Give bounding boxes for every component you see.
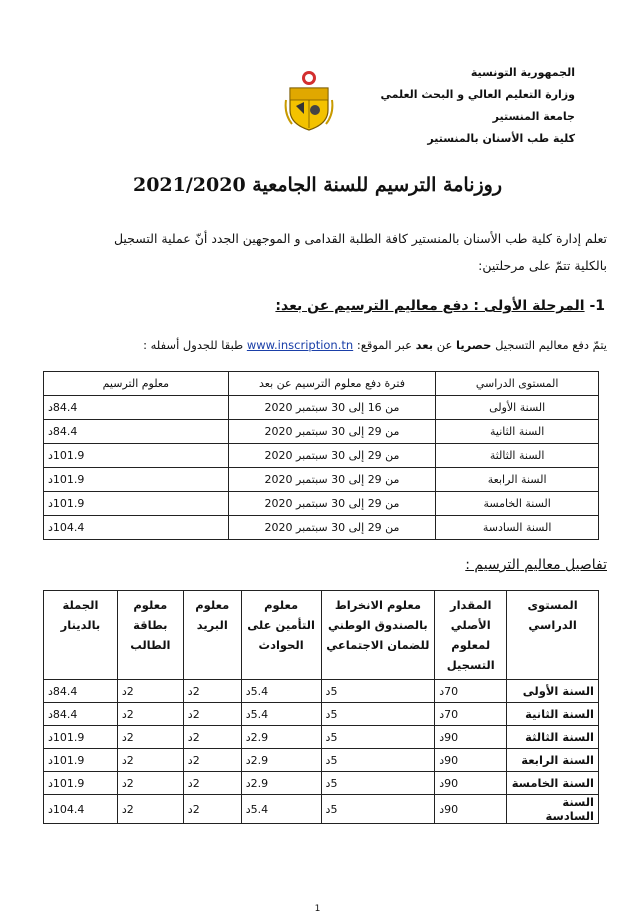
cell-total: 101.9د	[44, 749, 118, 772]
note-after-bold: عبر الموقع:	[353, 338, 416, 352]
intro-line-1: تعلم إدارة كلية طب الأسنان بالمنستير كافة الطلبة القدامى و الموجهين الجدد أنّ عملية التسجيل	[113, 231, 607, 246]
cell-postal: 2د	[183, 795, 241, 824]
table-row	[44, 703, 599, 726]
cell-insurance: 5.4د	[241, 703, 321, 726]
header-ministry-line-4: كلية طب الأسنان بالمنستير	[427, 132, 575, 145]
note-before: يتمّ دفع معاليم التسجيل	[491, 338, 607, 352]
cell-level: السنة السادسة	[507, 795, 599, 824]
cell-total: 104.4د	[44, 795, 118, 824]
col-header-postal: معلوم البريد	[183, 591, 241, 680]
header-ministry-line-1: الجمهورية التونسية	[470, 66, 575, 79]
cell-level: السنة الأولى	[507, 680, 599, 703]
cell-level: السنة الثانية	[507, 703, 599, 726]
col-header-base-fee: المقدار الأصلي لمعلوم التسجيل	[435, 591, 507, 680]
col-header-student-card: معلوم بطاقة الطالب	[117, 591, 183, 680]
table-row	[44, 680, 599, 703]
cell-social-security: 5د	[321, 749, 435, 772]
note-middle: عن	[433, 338, 457, 352]
cell-level: السنة الثالثة	[436, 444, 599, 468]
cell-student-card: 2د	[117, 795, 183, 824]
cell-total: 84.4د	[44, 680, 118, 703]
cell-base-fee: 90د	[435, 772, 507, 795]
table-header-row	[44, 372, 599, 396]
cell-fee: 101.9د	[44, 444, 229, 468]
cell-social-security: 5د	[321, 680, 435, 703]
col-header-insurance: معلوم التأمين على الحوادث	[241, 591, 321, 680]
payment-schedule-table	[43, 371, 599, 540]
phase-1-heading	[275, 298, 605, 314]
cell-postal: 2د	[183, 749, 241, 772]
cell-fee: 84.4د	[44, 420, 229, 444]
col-header-fee: معلوم الترسيم	[44, 372, 229, 396]
cell-total: 101.9د	[44, 772, 118, 795]
cell-insurance: 2.9د	[241, 726, 321, 749]
table-row	[44, 444, 599, 468]
fee-details-heading: تفاصيل معاليم الترسيم :	[465, 557, 607, 573]
cell-period: من 29 إلى 30 سبتمبر 2020	[228, 492, 436, 516]
col-header-total: الجملة بالدينار	[44, 591, 118, 680]
cell-period: من 29 إلى 30 سبتمبر 2020	[228, 444, 436, 468]
header-ministry-line-3: جامعة المنستير	[492, 110, 575, 123]
table-row	[44, 420, 599, 444]
col-header-period: فترة دفع معلوم الترسيم عن بعد	[228, 372, 436, 396]
cell-insurance: 5.4د	[241, 795, 321, 824]
cell-base-fee: 90د	[435, 749, 507, 772]
cell-postal: 2د	[183, 703, 241, 726]
cell-insurance: 2.9د	[241, 749, 321, 772]
cell-level: السنة الثانية	[436, 420, 599, 444]
table-row	[44, 749, 599, 772]
table-row	[44, 726, 599, 749]
cell-level: السنة الخامسة	[507, 772, 599, 795]
page-number: 1	[314, 904, 321, 914]
cell-fee: 101.9د	[44, 468, 229, 492]
cell-base-fee: 90د	[435, 795, 507, 824]
col-header-level: المستوى الدراسي	[436, 372, 599, 396]
cell-social-security: 5د	[321, 703, 435, 726]
table-row	[44, 396, 599, 420]
cell-fee: 104.4د	[44, 516, 229, 540]
header-ministry-line-2: وزارة التعليم العالي و البحث العلمي	[380, 88, 575, 101]
phase-1-label: المرحلة الأولى : دفع معاليم الترسيم عن بعد:	[275, 298, 585, 314]
tunisia-coat-of-arms-icon	[284, 70, 334, 130]
cell-social-security: 5د	[321, 726, 435, 749]
cell-period: من 16 إلى 30 سبتمبر 2020	[228, 396, 436, 420]
table-row	[44, 772, 599, 795]
cell-period: من 29 إلى 30 سبتمبر 2020	[228, 420, 436, 444]
cell-student-card: 2د	[117, 772, 183, 795]
col-header-social-security: معلوم الانخراط بالصندوق الوطني للضمان الاجتماعي	[321, 591, 435, 680]
note-end: طبقا للجدول أسفله :	[143, 338, 247, 352]
cell-base-fee: 90د	[435, 726, 507, 749]
cell-student-card: 2د	[117, 749, 183, 772]
table-row	[44, 492, 599, 516]
cell-postal: 2د	[183, 680, 241, 703]
cell-level: السنة الرابعة	[507, 749, 599, 772]
note-bold-exclusively: حصريا	[456, 338, 492, 352]
cell-base-fee: 70د	[435, 703, 507, 726]
table-header-row	[44, 591, 599, 680]
cell-student-card: 2د	[117, 680, 183, 703]
payment-note	[17, 338, 607, 352]
cell-insurance: 2.9د	[241, 772, 321, 795]
table-row	[44, 468, 599, 492]
cell-postal: 2د	[183, 726, 241, 749]
cell-postal: 2د	[183, 772, 241, 795]
cell-period: من 29 إلى 30 سبتمبر 2020	[228, 516, 436, 540]
inscription-website-link[interactable]: www.inscription.tn	[246, 338, 354, 352]
cell-fee: 84.4د	[44, 396, 229, 420]
cell-period: من 29 إلى 30 سبتمبر 2020	[228, 468, 436, 492]
cell-base-fee: 70د	[435, 680, 507, 703]
cell-total: 101.9د	[44, 726, 118, 749]
cell-level: السنة الأولى	[436, 396, 599, 420]
cell-insurance: 5.4د	[241, 680, 321, 703]
cell-level: السنة الخامسة	[436, 492, 599, 516]
phase-1-number: 1-	[589, 298, 605, 314]
note-bold-remote: بعد	[415, 338, 434, 352]
intro-line-2: بالكلية تتمّ على مرحلتين:	[478, 258, 607, 273]
fee-breakdown-table	[43, 590, 599, 824]
cell-social-security: 5د	[321, 795, 435, 824]
cell-level: السنة الرابعة	[436, 468, 599, 492]
cell-fee: 101.9د	[44, 492, 229, 516]
cell-social-security: 5د	[321, 772, 435, 795]
cell-student-card: 2د	[117, 703, 183, 726]
table-row	[44, 516, 599, 540]
page-title: روزنامة الترسيم للسنة الجامعية 2021/2020	[132, 174, 503, 196]
cell-student-card: 2د	[117, 726, 183, 749]
table-row	[44, 795, 599, 824]
cell-level: السنة السادسة	[436, 516, 599, 540]
col-header-level: المستوى الدراسي	[507, 591, 599, 680]
cell-level: السنة الثالثة	[507, 726, 599, 749]
cell-total: 84.4د	[44, 703, 118, 726]
